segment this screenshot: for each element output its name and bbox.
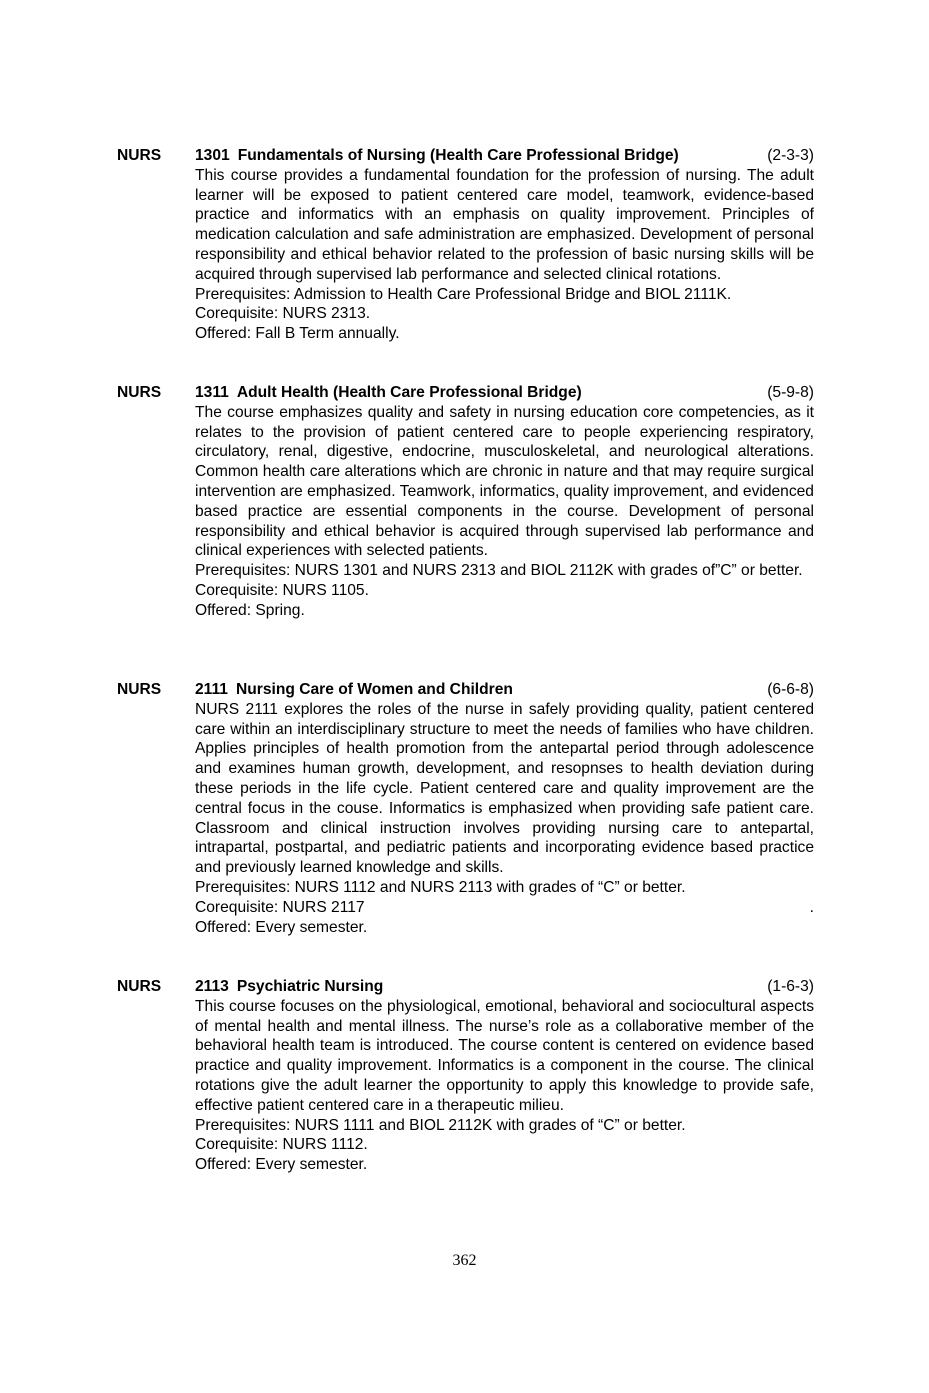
course-prerequisites: Prerequisites: NURS 1301 and NURS 2313 and BIOL 2112K with grades of”C” or better.	[195, 562, 803, 580]
course-content	[195, 383, 814, 621]
course-credits: (1-6-3)	[767, 978, 814, 995]
course-credits: (5-9-8)	[767, 384, 814, 401]
course-number: 1301	[195, 147, 230, 164]
course-prerequisites: Prerequisites: NURS 1111 and BIOL 2112K with grades of “C” or better.	[195, 1116, 686, 1134]
course-number: 1311	[195, 384, 229, 401]
course-prerequisites: Prerequisites: Admission to Health Care Professional Bridge and BIOL 2111K.	[195, 285, 732, 303]
course-credits: (2-3-3)	[767, 147, 814, 164]
course-number: 2111	[195, 681, 228, 698]
course-corequisite: Corequisite: NURS 2313.	[195, 305, 371, 323]
course-subject: NURS	[117, 384, 162, 401]
course-number: 2113	[195, 978, 229, 995]
course-corequisite: Corequisite: NURS 2117	[195, 898, 365, 916]
course-title: Nursing Care of Women and Children	[235, 681, 513, 698]
course-corequisite: Corequisite: NURS 1105.	[195, 581, 369, 599]
page-number: 362	[452, 1252, 477, 1269]
course-title: Psychiatric Nursing	[236, 978, 384, 995]
course-header	[195, 977, 814, 997]
course-offered: Offered: Spring.	[195, 601, 305, 619]
course-content	[195, 680, 814, 937]
trailing-period: .	[809, 898, 814, 916]
course-offered: Offered: Every semester.	[195, 1156, 368, 1174]
course-offered: Offered: Fall B Term annually.	[195, 325, 400, 343]
course-subject: NURS	[117, 978, 162, 995]
course-offered: Offered: Every semester.	[195, 918, 368, 936]
course-corequisite-line	[195, 898, 814, 918]
course-header	[195, 146, 814, 166]
course-corequisite: Corequisite: NURS 1112.	[195, 1136, 368, 1154]
course-description: The course emphasizes quality and safety in nursing education core competencies, as it relates to the provision of patient centered care to people experiencing respiratory, circulatory, renal, digestive, endocrine, musculoskeletal, and neurological alterations. Common health care alterations which are chronic in nature and that may require surgical intervention are emphasized. Teamwork, informatics, quality improvement, and evidenced based practice are essential components in the course. Development of personal responsibility and ethical behavior is acquired through supervised lab performance and clinical experiences with selected patients.	[195, 403, 814, 560]
course-subject: NURS	[117, 681, 162, 698]
course-title: Adult Health (Health Care Professional Bridge)	[236, 384, 582, 401]
course-header	[195, 383, 814, 403]
course-content	[195, 146, 814, 344]
course-subject: NURS	[117, 147, 162, 164]
course-prerequisites: Prerequisites: NURS 1112 and NURS 2113 with grades of “C” or better.	[195, 878, 686, 896]
course-description: NURS 2111 explores the roles of the nurse in safely providing quality, patient centered care within an interdisciplinary structure to meet the needs of families who have children. Applies principles of health promotion from the antepartal period through adolescence and examines human growth, development, and resopnses to health deviation during these periods in the life cycle. Patient centered care and quality improvement are the central focus in the couse. Informatics is emphasized when providing safe patient care. Classroom and clinical instruction involves providing nursing care to antepartal, intrapartal, postpartal, and pediatric patients and incorporating evidence based practice and previously learned knowledge and skills.	[195, 700, 814, 877]
course-description: This course focuses on the physiological, emotional, behavioral and sociocultural aspects of mental health and mental illness. The nurse’s role as a collaborative member of the behavioral health team is introduced. The course content is centered on evidence based practice and quality improvement. Informatics is a component in the course. The clinical rotations give the adult learner the opportunity to apply this knowledge to provide safe, effective patient centered care in a therapeutic milieu.	[195, 997, 814, 1114]
course-credits: (6-6-8)	[767, 681, 814, 698]
course-description: This course provides a fundamental foundation for the profession of nursing. The adult learner will be exposed to patient centered care model, teamwork, evidence-based practice and informatics with an emphasis on quality improvement. Principles of medication calculation and safe administration are emphasized. Development of personal responsibility and ethical behavior related to the profession of basic nursing skills will be acquired through supervised lab performance and selected clinical rotations.	[195, 166, 814, 283]
course-title: Fundamentals of Nursing (Health Care Professional Bridge)	[237, 147, 679, 164]
course-header	[195, 680, 814, 700]
course-content	[195, 977, 814, 1175]
